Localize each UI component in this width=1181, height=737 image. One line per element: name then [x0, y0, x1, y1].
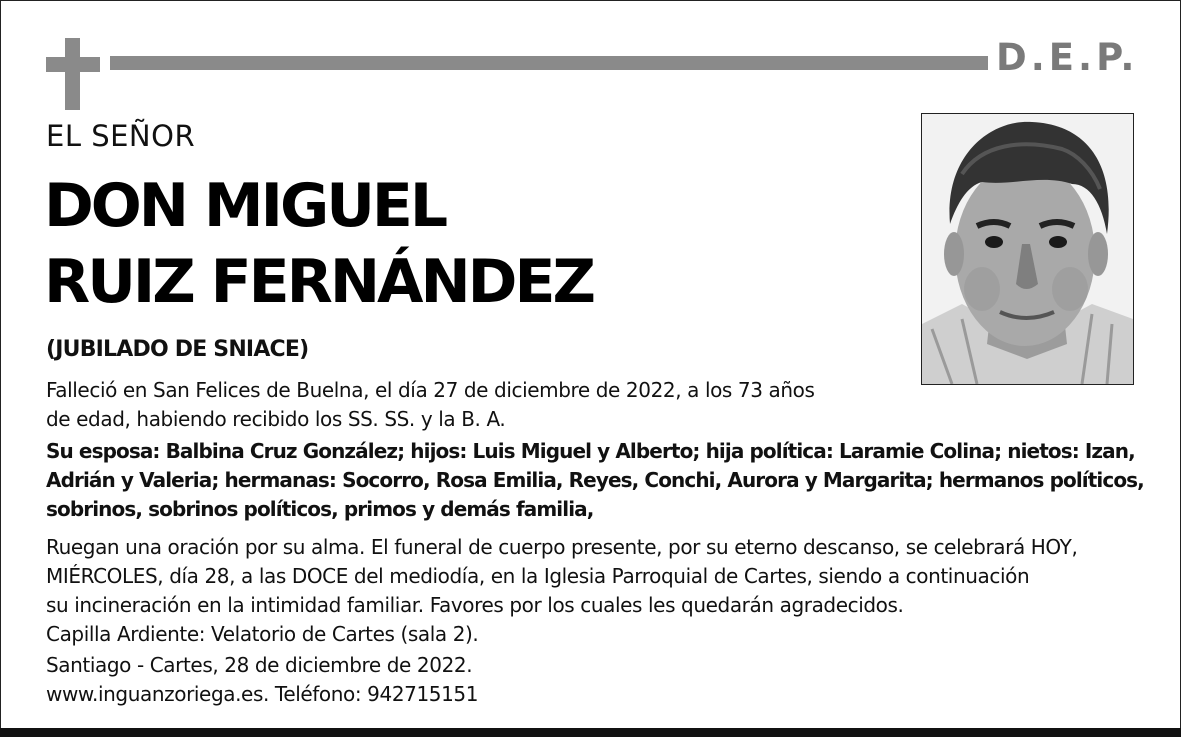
- family-list: [46, 437, 1144, 524]
- portrait-photo: [921, 113, 1134, 385]
- bottom-bar: [0, 728, 1181, 737]
- family-line: sobrinos, sobrinos políticos, primos y demás familia,: [46, 497, 594, 521]
- death-notice: [46, 376, 815, 434]
- deceased-name: [44, 168, 593, 320]
- name-line-1: DON MIGUEL: [44, 171, 446, 241]
- title-prefix: EL SEÑOR: [46, 119, 196, 153]
- service-line: Ruegan una oración por su alma. El funeral de cuerpo presente, por su eterno descanso, se celebrará HOY,: [46, 535, 1078, 559]
- service-line: MIÉRCOLES, día 28, a las DOCE del mediodía, en la Iglesia Parroquial de Cartes, siendo a continuación: [46, 564, 1030, 588]
- service-line: Capilla Ardiente: Velatorio de Cartes (sala 2).: [46, 622, 479, 646]
- portrait-illustration: [922, 114, 1133, 384]
- latin-cross-icon: [46, 38, 100, 110]
- name-line-2: RUIZ FERNÁNDEZ: [44, 247, 593, 317]
- place-date: Santiago - Cartes, 28 de diciembre de 2022.: [46, 653, 473, 677]
- family-line: Su esposa: Balbina Cruz González; hijos: Luis Miguel y Alberto; hija política: Laramie Colina; nietos: Izan,: [46, 439, 1135, 463]
- header-rule: [110, 56, 988, 70]
- occupation: (JUBILADO DE SNIACE): [46, 337, 309, 362]
- service-details: [46, 533, 1077, 649]
- dep-label: D.E.P.: [996, 36, 1139, 79]
- death-notice-line: Falleció en San Felices de Buelna, el día 27 de diciembre de 2022, a los 73 años: [46, 378, 815, 402]
- footer-info: [46, 651, 478, 709]
- family-line: Adrián y Valeria; hermanas: Socorro, Rosa Emilia, Reyes, Conchi, Aurora y Margarita; hermanos políticos,: [46, 468, 1144, 492]
- website-phone: www.inguanzoriega.es. Teléfono: 942715151: [46, 682, 479, 706]
- service-line: su incineración en la intimidad familiar. Favores por los cuales les quedarán agradecidos.: [46, 593, 904, 617]
- death-notice-line: de edad, habiendo recibido los SS. SS. y la B. A.: [46, 407, 506, 431]
